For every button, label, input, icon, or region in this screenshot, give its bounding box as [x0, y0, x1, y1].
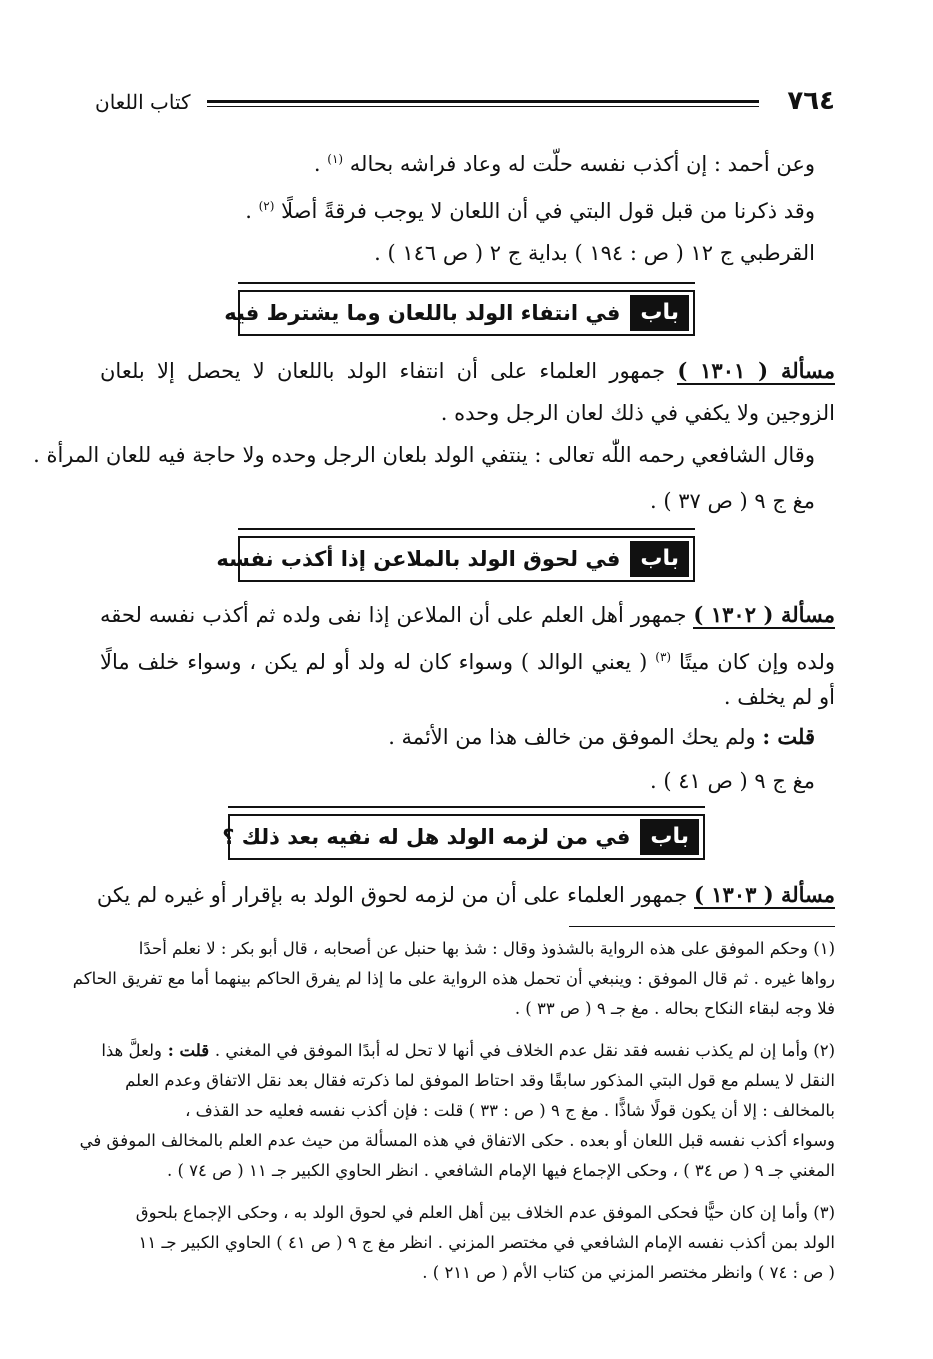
footnote-line: الولد بمن أكذب نفسه الإمام الشافعي في مختصر المزني . انظر مغ ج ٩ ( ص ٤١ ) الحاوي الكبير جـ ١١: [138, 1233, 835, 1252]
intro-reference: القرطبي ج ١٢ ( ص : ١٩٤ ) بداية ج ٢ ( ص ١٤٦ ) .: [374, 241, 815, 265]
qult-label: قلت :: [762, 724, 815, 749]
footnote-marker: (٣): [655, 650, 672, 664]
masala-1302-line-1: مسألة ( ١٣٠٢ ) جمهور أهل العلم على أن الملاعن إذا نفى ولده ثم أكذب نفسه لحقه: [100, 602, 836, 627]
bab-title: في من لزمه الولد هل له نفيه بعد ذلك ؟: [222, 825, 631, 849]
book-title: كتاب اللعان: [95, 90, 191, 114]
masala-1301-line-3: وقال الشافعي رحمه اللّٰه تعالى : ينتفي الولد بلعان الرجل وحده ولا حاجة فيه للعان المرأة .: [33, 443, 815, 467]
bab-title: في لحوق الولد بالملاعن إذا أكذب نفسه: [216, 547, 621, 571]
page-number: ٧٦٤: [787, 86, 835, 116]
chapter-heading-1: [224, 282, 695, 344]
masala-1302-line-2: ولده وإن كان ميتًا $^{(٣)}$ ( يعني الوالد ) وسواء كان له ولد أو لم يكن ، وسواء خلف مالًا: [100, 650, 835, 674]
footnote-divider: [569, 926, 835, 927]
heading-rule: [238, 282, 695, 284]
heading-rule: [238, 528, 695, 530]
footnote-line: (٣) وأما إن كان حيًّا فحكى الموفق عدم الخلاف بين أهل العلم في لحوق الولد به ، وحكى الإجماع بلحوق: [135, 1203, 835, 1222]
footnote-line: المغني جـ ٩ ( ص ٣٤ ) ، وحكى الإجماع فيها الإمام الشافعي . انظر الحاوي الكبير جـ ١١ ( ص ٧٤ ) .: [166, 1161, 835, 1180]
footnote-line: (١) وحكم الموفق على هذه الرواية بالشذوذ وقال : شذ بها حنبل عن أصحابه ، قال أبو بكر : لا نعلم أحدًا: [138, 939, 835, 958]
masala-number: مسألة ( ١٣٠٢ ): [693, 602, 836, 627]
footnote-marker: (١): [327, 152, 344, 166]
footnote-marker: (٢): [258, 199, 275, 213]
header-divider: [207, 100, 759, 107]
masala-1301-line-2: الزوجين ولا يكفي في ذلك لعان الرجل وحده .: [440, 401, 835, 425]
chapter-heading-3: [222, 806, 705, 868]
footnote-line: بالمخالف : إلا أن يكون قولًا شاذًّا . مغ ج ٩ ( ص : ٣٣ ) قلت : فإن أكذب نفسه فعليه حد القذف ،: [185, 1101, 835, 1120]
footnote-line: (٢) وأما إن لم يكذب نفسه فقد نقل عدم الخلاف في أنها لا تحل له أبدًا الموفق في المغني . قلت : ولعلَّ هذا: [101, 1041, 835, 1060]
footnote-line: فلا وجه لبقاء النكاح بحاله . مغ جـ ٩ ( ص ٣٣ ) .: [514, 999, 835, 1018]
footnote-line: رواها غيره . ثم قال الموفق : وينبغي أن تحمل هذه الرواية على ما إذا لم يفرق الحاكم بينهما أما مع تفريق الحاكم: [72, 969, 835, 988]
masala-1301-reference: مغ ج ٩ ( ص ٣٧ ) .: [649, 489, 815, 513]
masala-number: مسألة ( ١٣٠١ ): [677, 358, 835, 383]
masala-number: مسألة ( ١٣٠٣ ): [694, 882, 835, 907]
chapter-heading-2: [216, 528, 695, 590]
intro-line-2: وقد ذكرنا من قبل قول البتي في أن اللعان لا يوجب فرقةً أصلًا $^{(٢)}$ .: [245, 199, 815, 223]
masala-1303-line-1: مسألة ( ١٣٠٣ ) جمهور العلماء على أن من لزمه لحوق الولد به بإقرار أو غيره لم يكن: [96, 882, 835, 907]
page-header: [95, 86, 835, 122]
intro-line-1: وعن أحمد : إن أكذب نفسه حلّت له وعاد فراشه بحاله $^{(١)}$ .: [313, 152, 815, 176]
heading-rule: [228, 806, 705, 808]
footnote-line: ( ص : ٧٤ ) وانظر مختصر المزني من كتاب الأم ( ص ٢١١ ) .: [422, 1263, 835, 1282]
heading-box: [216, 536, 695, 582]
bab-label: باب: [640, 819, 699, 855]
masala-1302-line-3: أو لم يخلف .: [723, 685, 835, 709]
heading-box: [222, 814, 705, 860]
bab-title: في انتفاء الولد باللعان وما يشترط فيه: [224, 301, 621, 325]
masala-1302-reference: مغ ج ٩ ( ص ٤١ ) .: [649, 769, 815, 793]
bab-label: باب: [630, 541, 689, 577]
heading-box: [224, 290, 695, 336]
bab-label: باب: [630, 295, 689, 331]
masala-1301-line-1: مسألة ( ١٣٠١ ) جمهور العلماء على أن انتفاء الولد باللعان لا يحصل إلا بلعان: [100, 358, 835, 383]
footnote-line: وسواء أكذب نفسه قبل اللعان أو بعده . حكى الاتفاق في هذه المسألة من حيث عدم العلم بالمخالف الموفق في: [79, 1131, 835, 1150]
footnote-line: النقل لا يسلم مع قول البتي المذكور سابقًا وقد احتاط الموفق لما ذكرته فقال بعد نقل الاتفاق وعدم العلم: [125, 1071, 835, 1090]
qult-note: قلت : ولم يحك الموفق من خالف هذا من الأئمة .: [388, 724, 815, 749]
